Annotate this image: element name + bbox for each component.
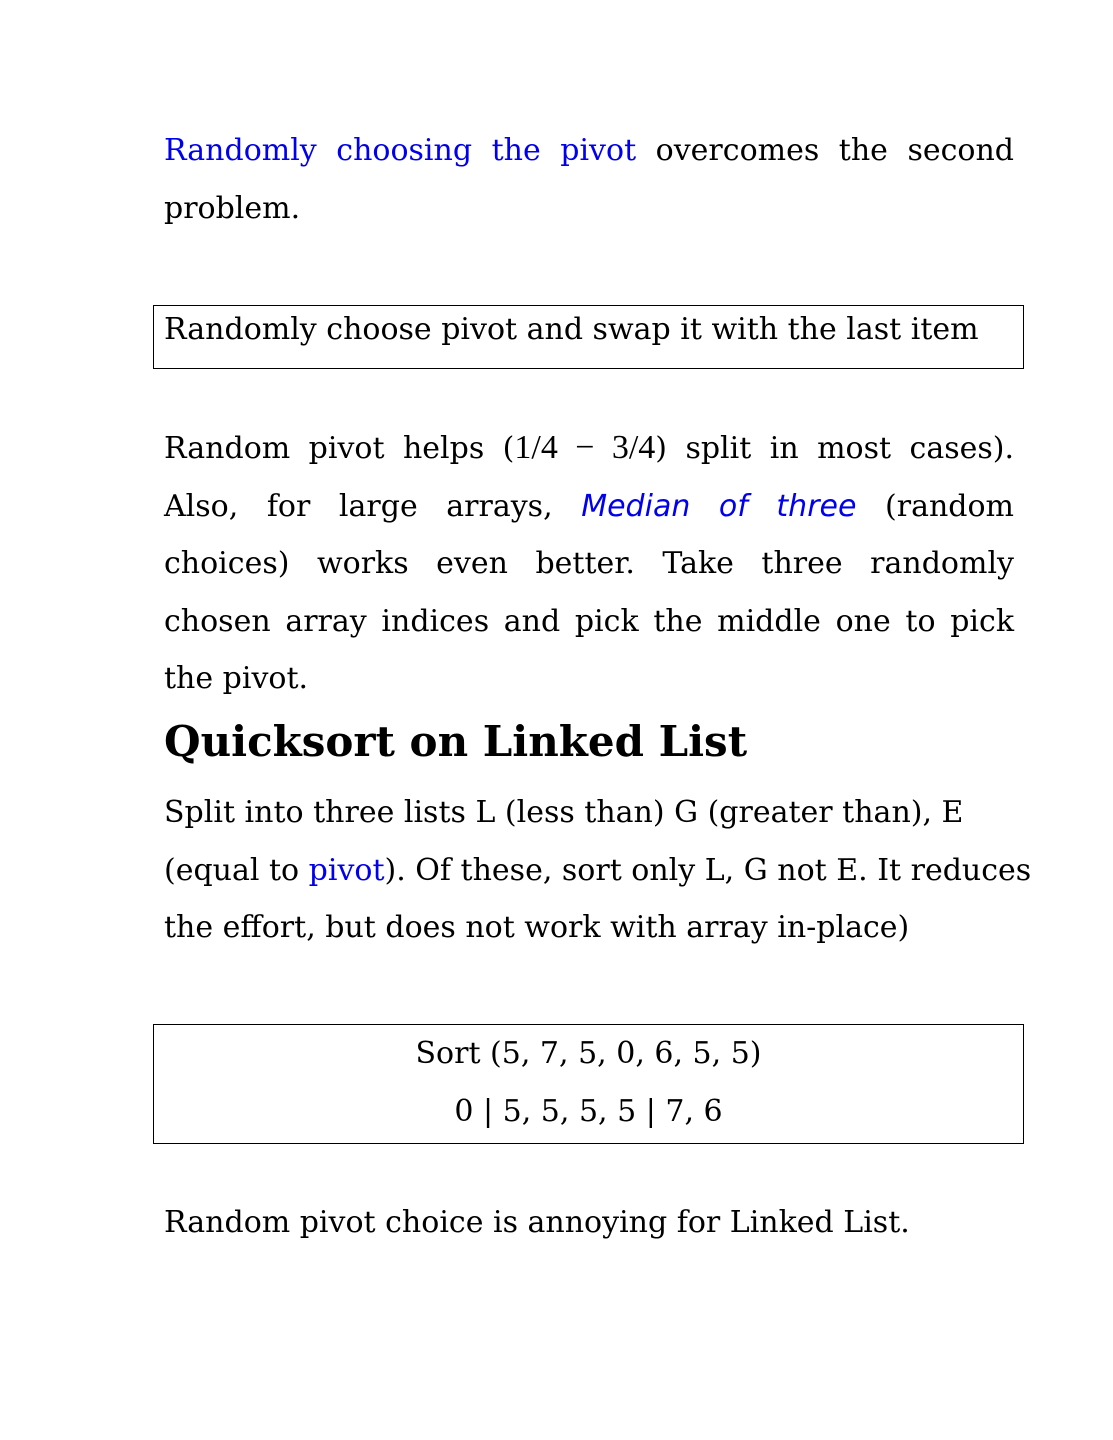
linked-list-line-2 xyxy=(164,842,1032,900)
intro-text: overcomes the second problem. xyxy=(164,133,1014,226)
sort-example-box xyxy=(153,1024,1024,1144)
random-pivot-text-2: ) split in most cases). Also, for large arrays, xyxy=(164,431,1014,524)
linked-list-line-3: the effort, but does not work with array in-place) xyxy=(164,910,910,945)
linked-list-line-2-post: ). Of these, sort only L, G not E. It reduces xyxy=(384,852,1032,888)
random-pivot-paragraph xyxy=(164,419,1014,708)
pivot-link[interactable]: pivot xyxy=(308,852,385,888)
random-pivot-text-1: Random pivot helps ( xyxy=(164,431,515,466)
split-ratio-math: 1/4 − 3/4 xyxy=(514,429,656,466)
sort-example-line-2: 0 | 5, 5, 5, 5 | 7, 6 xyxy=(454,1093,723,1129)
section-heading: Quicksort on Linked List xyxy=(164,717,748,766)
random-pivot-text-3: (random choices) works even better. Take three randomly chosen array indices and pick the middle one to pick the pivot. xyxy=(164,488,1014,696)
intro-paragraph xyxy=(164,122,1014,237)
pivot-box xyxy=(153,305,1024,369)
median-of-three-link[interactable]: Median of three xyxy=(581,488,857,524)
sort-example-line-1: Sort (5, 7, 5, 0, 6, 5, 5) xyxy=(415,1036,762,1071)
linked-list-paragraph xyxy=(164,784,1032,957)
closing-paragraph: Random pivot choice is annoying for Linked List. xyxy=(164,1205,910,1240)
linked-list-line-1: Split into three lists L (less than) G (greater than), E xyxy=(164,795,964,830)
pivot-box-text: Randomly choose pivot and swap it with the last item xyxy=(164,312,979,347)
linked-list-line-2-pre: (equal to xyxy=(164,852,309,888)
random-pivot-link[interactable]: Randomly choosing the pivot xyxy=(164,133,637,168)
